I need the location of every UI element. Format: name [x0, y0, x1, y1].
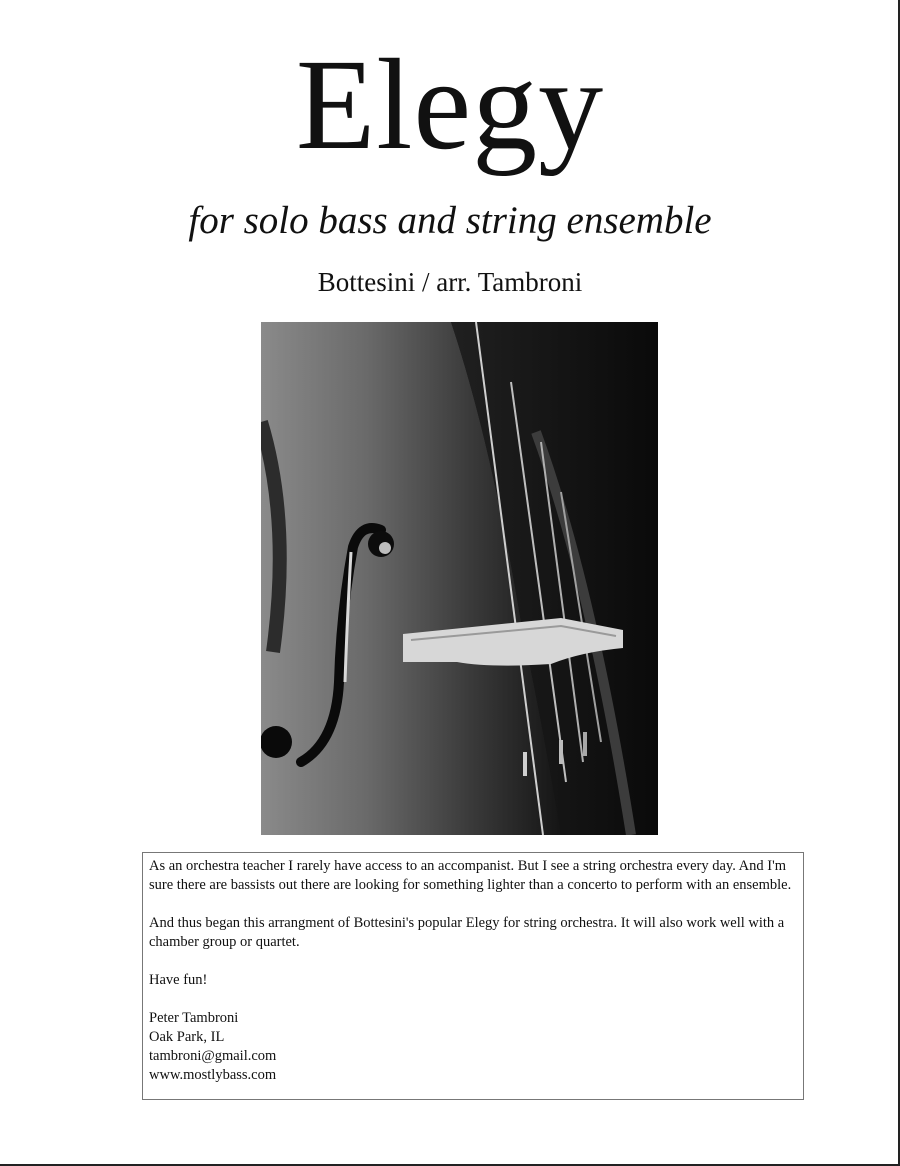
program-notes-box: [142, 852, 804, 1100]
notes-paragraph-2: And thus began this arrangment of Bottesini's popular Elegy for string orchestra. It will also work well with a chamber group or quartet.: [149, 915, 785, 950]
signature-location: Oak Park, IL: [149, 1029, 225, 1045]
signature-block: [149, 1009, 797, 1085]
composer-credit: Bottesini / arr. Tambroni: [317, 267, 583, 297]
double-bass-photo: [261, 322, 658, 835]
signature-website: www.mostlybass.com: [149, 1067, 277, 1083]
signature-name: Peter Tambroni: [149, 1010, 239, 1026]
notes-paragraph-3: Have fun!: [149, 972, 208, 988]
subtitle: for solo bass and string ensemble: [188, 199, 712, 242]
signature-email: tambroni@gmail.com: [149, 1048, 277, 1064]
page-title: Elegy: [295, 33, 605, 177]
double-bass-icon: [261, 322, 658, 835]
notes-paragraph-1: As an orchestra teacher I rarely have access to an accompanist. But I see a string orchestra every day. And I'm sure there are bassists out there are looking for something lighter than a concerto to perform with an ensemble.: [149, 858, 792, 893]
